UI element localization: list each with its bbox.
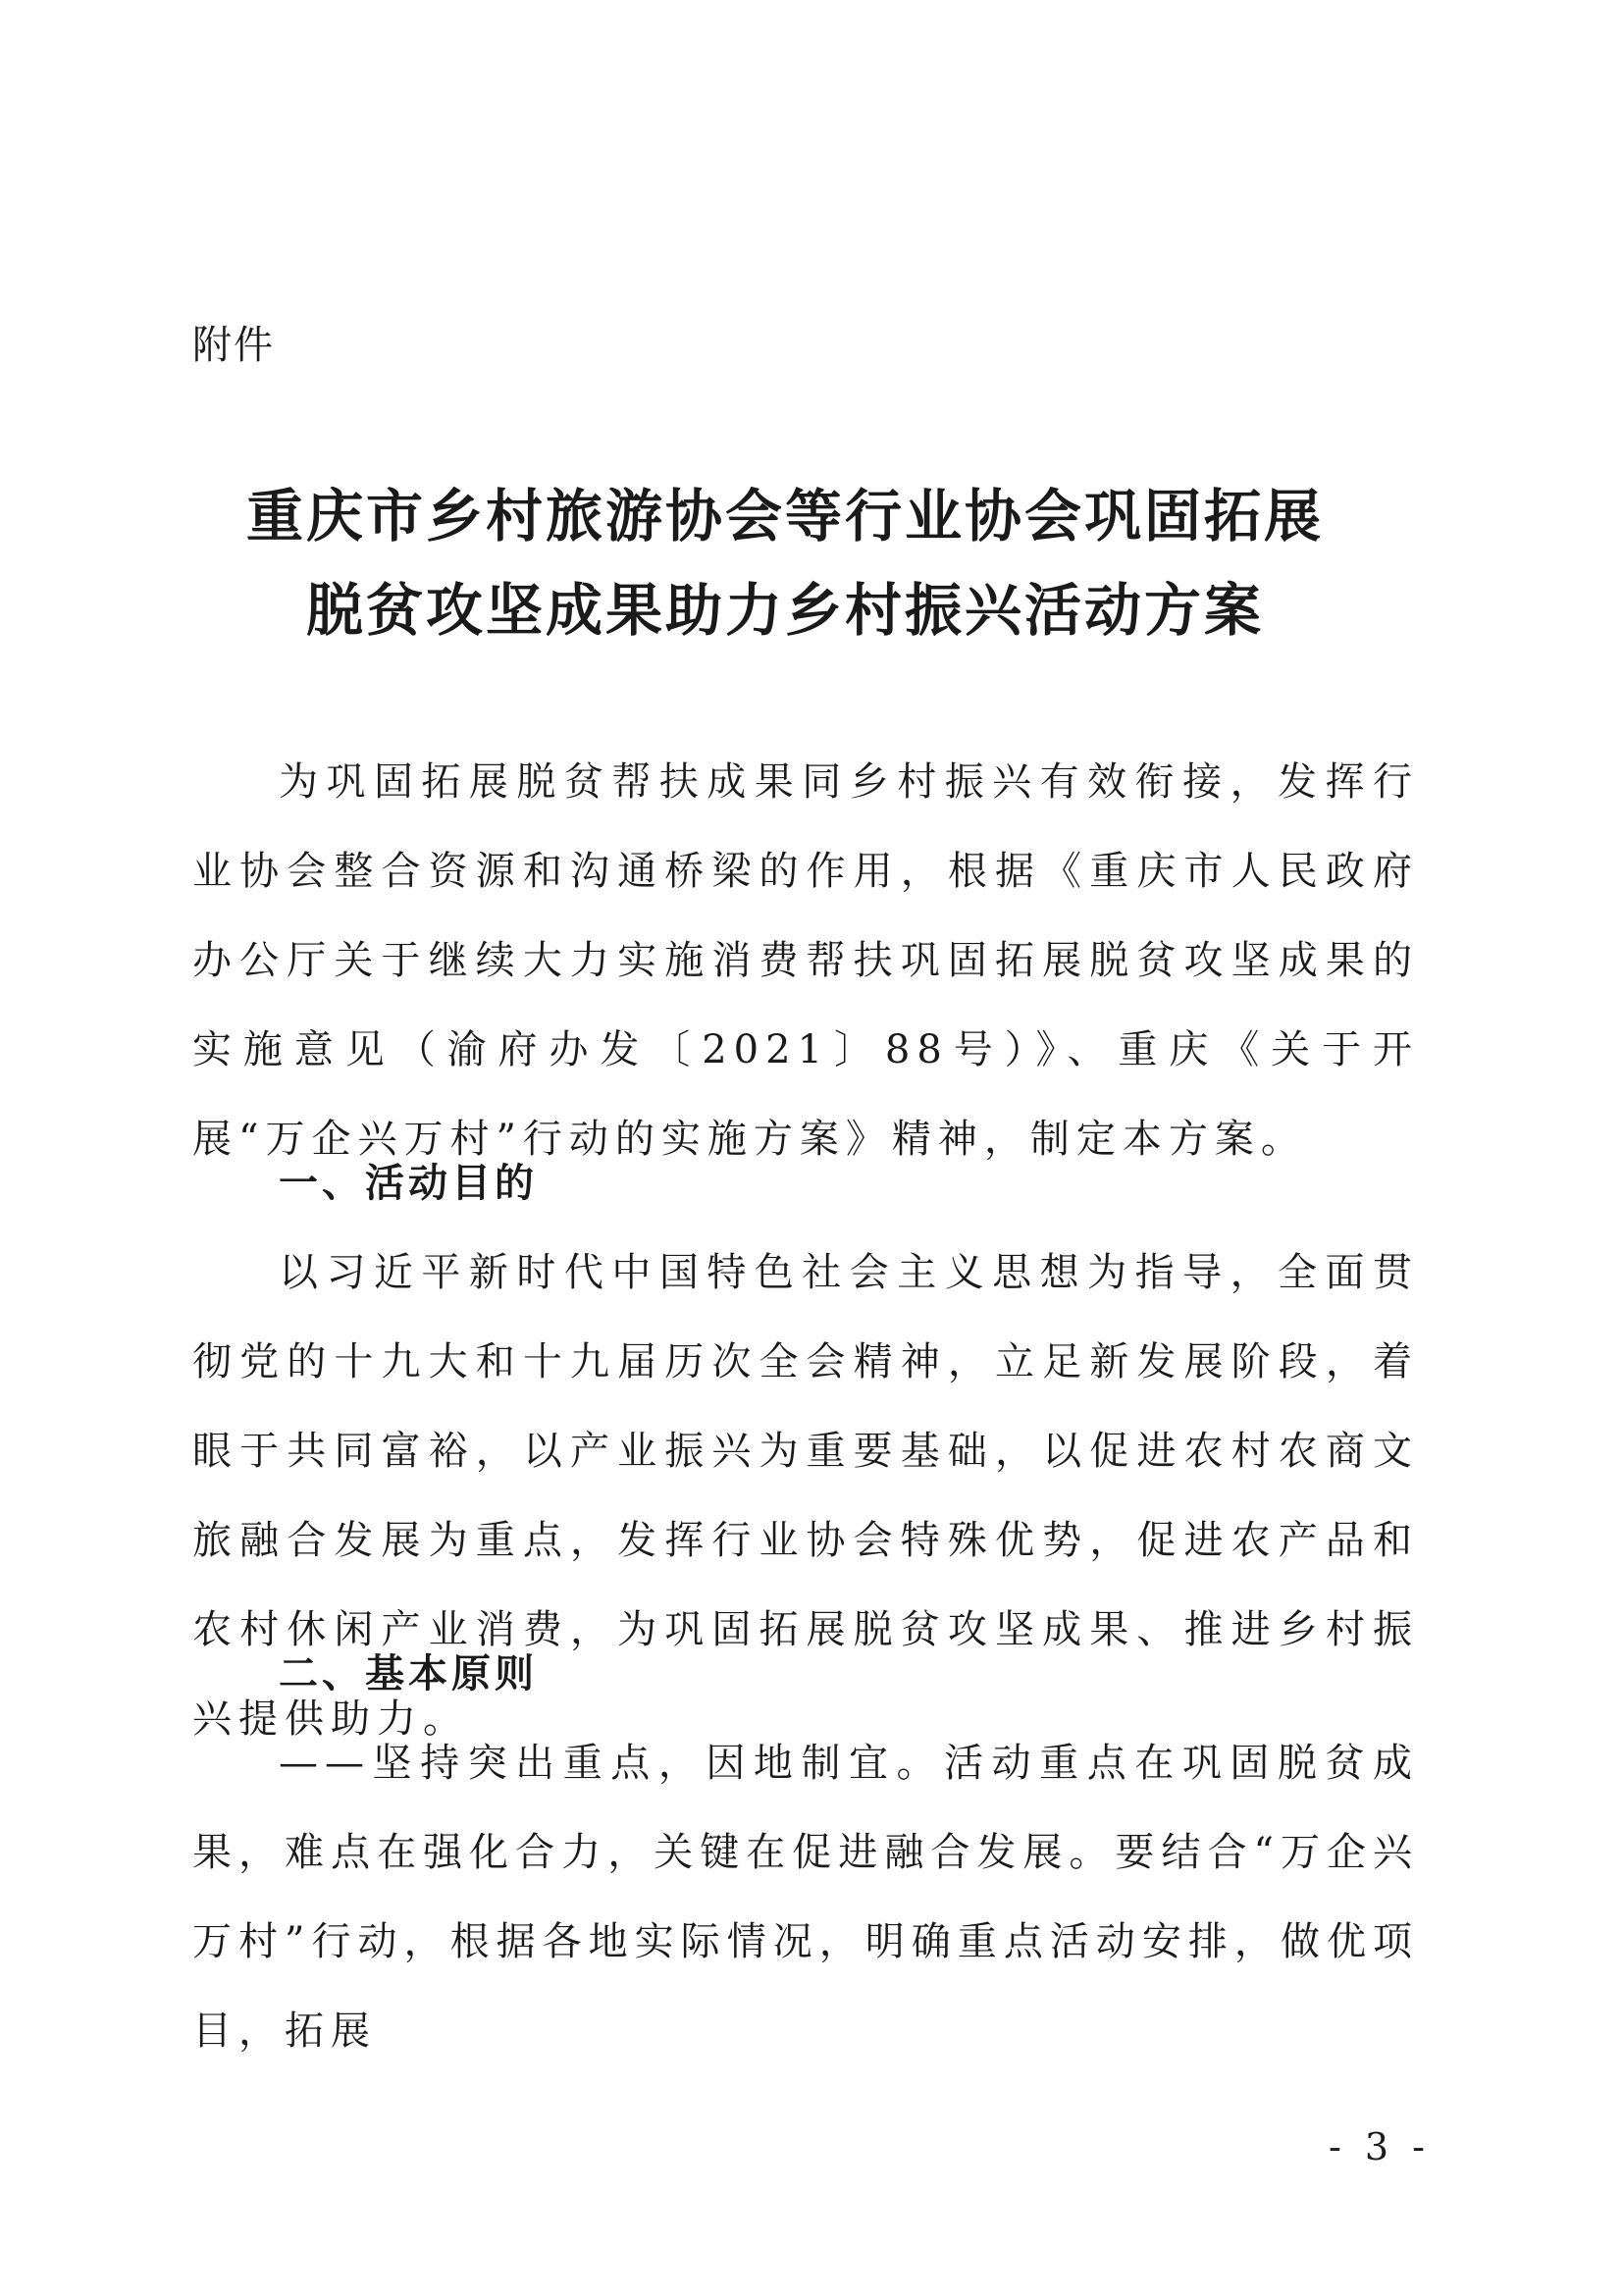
section-2-body xyxy=(192,1719,1419,2076)
section-2-heading: 二、基本原则 xyxy=(279,1651,538,1696)
section-2-paragraph: ——坚持突出重点，因地制宜。活动重点在巩固脱贫成果，难点在强化合力，关键在促进融合发展。要结合“万企兴万村”行动，根据各地实际情况，明确重点活动安排，做优项目，拓展 xyxy=(192,1741,1419,2054)
section-1-heading: 一、活动目的 xyxy=(279,1161,538,1206)
attachment-label: 附件 xyxy=(192,323,275,368)
section-2-heading-block xyxy=(192,1630,1419,1719)
intro-section xyxy=(192,738,1419,1184)
document-title-line-1: 重庆市乡村旅游协会等行业协会巩固拓展 xyxy=(245,483,1324,549)
page-number: - 3 - xyxy=(1328,2125,1431,2168)
document-title-line-2: 脱贫攻坚成果助力乡村振兴活动方案 xyxy=(305,577,1264,644)
intro-paragraph: 为巩固拓展脱贫帮扶成果同乡村振兴有效衔接，发挥行业协会整合资源和沟通桥梁的作用，根据《重庆市人民政府办公厅关于继续大力实施消费帮扶巩固拓展脱贫攻坚成果的实施意见（渝府办发〔2021〕88号）》、重庆《关于开展“万企兴万村”行动的实施方案》精神，制定本方案。 xyxy=(192,759,1419,1162)
section-1-heading-block xyxy=(192,1139,1419,1228)
section-1-paragraph: 以习近平新时代中国特色社会主义思想为指导，全面贯彻党的十九大和十九届历次全会精神，立足新发展阶段，着眼于共同富裕，以产业振兴为重要基础，以促进农村农商文旅融合发展为重点，发挥行业协会特殊优势，促进农产品和农村休闲产业消费，为巩固拓展脱贫攻坚成果、推进乡村振兴提供助力。 xyxy=(192,1250,1419,1742)
